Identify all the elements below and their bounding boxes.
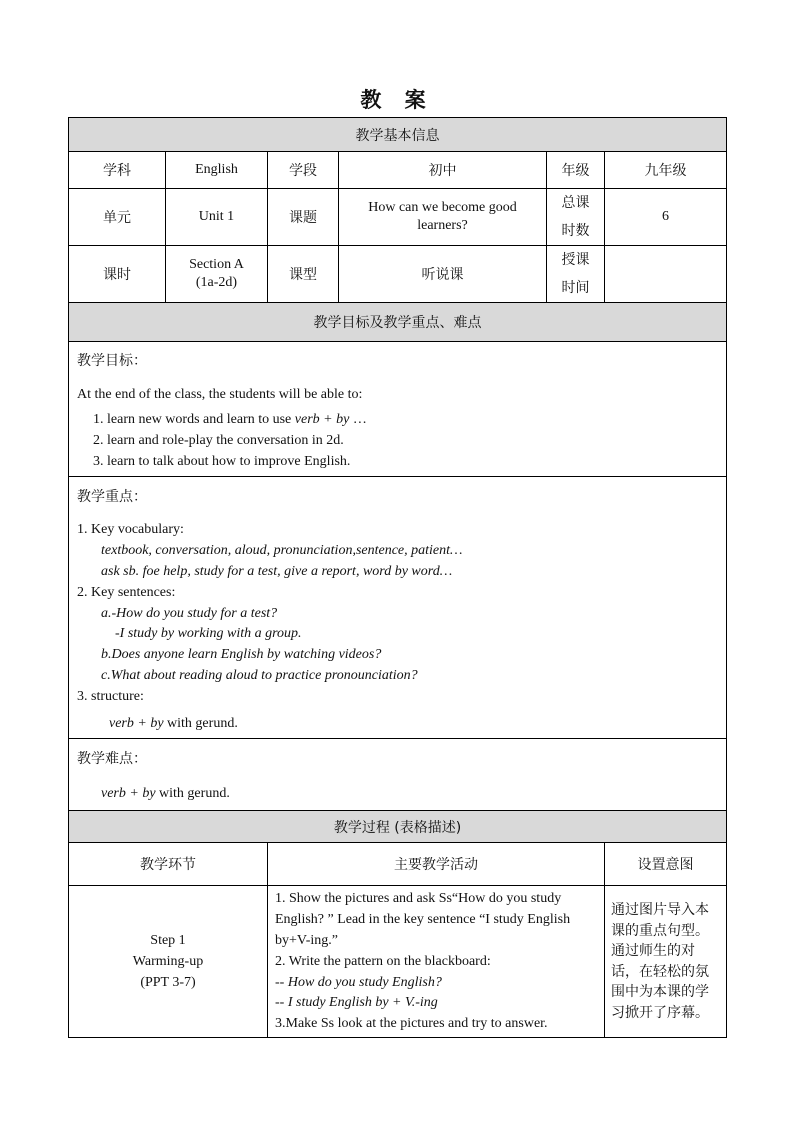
vocab-title: 1. Key vocabulary: [77, 522, 184, 538]
objectives-header: 教学目标及教学重点、难点 [69, 303, 727, 342]
difficult-points-cell [69, 739, 727, 811]
goal-3: 3. learn to talk about how to improve English. [93, 453, 351, 469]
period-value-line2: (1a-2d) [195, 275, 238, 290]
type-label: 课型 [268, 246, 339, 303]
step1-activity-4-dash: -- [275, 995, 288, 1011]
lesson-plan-table [68, 117, 727, 1038]
unit-label: 单元 [69, 189, 166, 246]
stage-label: 学段 [268, 152, 339, 189]
sentences-title: 2. Key sentences: [77, 584, 176, 600]
col-stage-header: 教学环节 [69, 843, 268, 886]
period-value [166, 246, 268, 303]
subject-label: 学科 [69, 152, 166, 189]
goal-2: 2. learn and role-play the conversation in 2d. [93, 432, 344, 448]
sentence-c [77, 666, 718, 687]
class-time-label [547, 246, 605, 303]
vocab-line-1-text: textbook, conversation, aloud, pronunciation,sentence, patient… [101, 543, 463, 559]
vocab-line-1 [77, 541, 718, 562]
subject-value: English [166, 152, 268, 189]
structure-text: with gerund. [163, 715, 238, 731]
topic-value: How can we become good learners? [339, 189, 547, 246]
goal-1 [77, 410, 718, 431]
step1-activity-3-text: How do you study English? [287, 974, 442, 990]
step1-purpose-1: 通过图片导入本课的重点句型。 [611, 902, 709, 939]
step1-activity-3-dash: -- [275, 974, 288, 990]
key-points-label: 教学重点： [77, 489, 147, 506]
process-header: 教学过程 (表格描述) [69, 811, 727, 843]
sentence-a2-text: -I study by working with a group. [115, 626, 302, 642]
class-time-value [605, 246, 727, 303]
total-hours-label-line1: 总课 [561, 195, 590, 211]
document-title: 教 案 [360, 88, 434, 112]
sentence-a2 [77, 624, 718, 645]
step1-activity-4 [275, 993, 598, 1014]
period-label: 课时 [69, 246, 166, 303]
step1-activity-2: 2. Write the pattern on the blackboard: [275, 953, 491, 969]
topic-label: 课题 [268, 189, 339, 246]
step1-activity-cell [268, 886, 605, 1038]
teaching-goals-label: 教学目标： [77, 353, 147, 369]
difficult-points-label: 教学难点： [77, 751, 147, 768]
step1-activity-4-text: I study English by + V.-ing [287, 995, 438, 1011]
goal-1-text: 1. learn new words and learn to use [93, 412, 295, 427]
col-purpose-header: 设置意图 [605, 843, 727, 886]
grade-label: 年级 [547, 152, 605, 189]
vocab-line-2-text: ask sb. foe help, study for a test, give a report, word by word… [101, 563, 453, 579]
step1-purpose-cell [605, 886, 727, 1038]
difficult-text: with gerund. [155, 786, 230, 802]
total-hours-label [547, 189, 605, 246]
goals-intro: At the end of the class, the students will be able to: [77, 387, 363, 402]
period-value-line1: Section A [189, 257, 244, 272]
total-hours-label-line2: 时数 [561, 223, 590, 239]
sentence-a1-text: a.-How do you study for a test? [101, 605, 278, 621]
class-time-label-line1: 授课 [561, 252, 590, 268]
step1-activity-3 [275, 973, 598, 994]
difficult-line [77, 784, 718, 805]
sentence-b-text: b.Does anyone learn English by watching videos? [101, 647, 382, 663]
sentence-a1 [77, 604, 718, 625]
goal-1-ellipsis: … [349, 412, 367, 427]
unit-value: Unit 1 [166, 189, 268, 246]
vocab-line-2 [77, 562, 718, 583]
structure-title: 3. structure: [77, 688, 144, 704]
type-value: 听说课 [339, 246, 547, 303]
sentence-c-text: c.What about reading aloud to practice pronounciation? [101, 667, 418, 683]
basic-info-header: 教学基本信息 [69, 118, 727, 152]
difficult-pattern: verb + by [101, 786, 156, 802]
structure-pattern: verb + by [109, 715, 164, 731]
key-points-cell [69, 477, 727, 739]
structure-line [77, 714, 718, 735]
step1-stage-cell [69, 886, 268, 1038]
goal-1-pattern: verb + by [294, 412, 350, 427]
sentence-b [77, 645, 718, 666]
step1-name-line3: (PPT 3-7) [140, 975, 196, 991]
step1-purpose-2: 通过师生的对话，在轻松的氛围中为本课的学习掀开了序幕。 [611, 943, 709, 1021]
grade-value: 九年级 [605, 152, 727, 189]
total-hours-value: 6 [605, 189, 727, 246]
step1-activity-5: 3.Make Ss look at the pictures and try to answer. [275, 1016, 548, 1032]
teaching-goals-cell [69, 342, 727, 477]
step1-activity-1: 1. Show the pictures and ask Ss“How do you study English? ” Lead in the key sentence “I study English by+V-ing.” [275, 891, 571, 948]
step1-name-line2: Warming-up [132, 954, 204, 970]
step1-name-line1: Step 1 [150, 933, 186, 949]
stage-value: 初中 [339, 152, 547, 189]
class-time-label-line2: 时间 [561, 280, 590, 296]
col-activity-header: 主要教学活动 [268, 843, 605, 886]
